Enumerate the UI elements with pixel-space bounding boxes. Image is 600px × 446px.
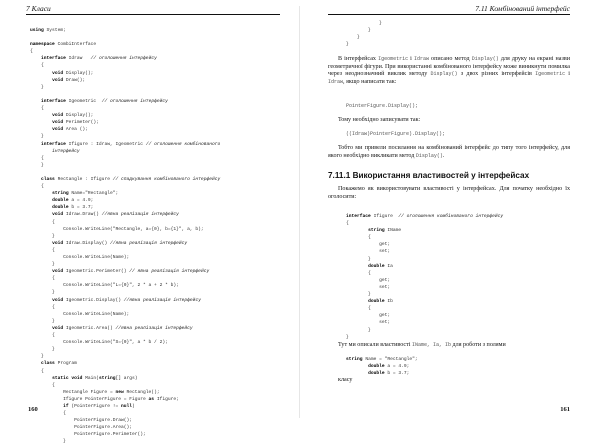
code-line (346, 256, 503, 263)
inline-code: Igeometric (378, 56, 409, 62)
code-keyword: double (52, 198, 72, 204)
code-line (346, 305, 503, 312)
code-inline-explicit-cast: ((Idraw)PointerFigure).Display(); (346, 131, 446, 137)
inline-code: Display() (430, 71, 458, 78)
code-line (30, 297, 220, 304)
code-text: b = 3.7; (387, 371, 410, 377)
code-text: Program (57, 361, 77, 367)
code-text: Name="Rectangle"; (71, 191, 119, 197)
code-comment: // оголошення інтерфейсу (101, 98, 168, 104)
code-text: { (30, 382, 55, 388)
code-line (30, 119, 220, 126)
code-keyword: double (368, 263, 388, 269)
code-keyword: class (41, 176, 58, 182)
code-text: } (346, 28, 371, 34)
code-line (30, 431, 220, 438)
code-line (30, 268, 220, 275)
code-text: set; (346, 284, 391, 290)
code-keyword: as (148, 396, 157, 402)
paragraph-display-ambiguity (328, 56, 570, 86)
code-text: { (346, 235, 371, 241)
code-text: IName (387, 228, 402, 234)
code-text (346, 371, 368, 376)
code-text: { (30, 276, 55, 282)
code-listing-combined-interface (30, 27, 220, 446)
code-text (346, 228, 368, 233)
code-line (346, 270, 503, 277)
code-line (30, 353, 220, 360)
code-line (30, 304, 220, 311)
code-keyword: static void (52, 375, 86, 381)
code-line (30, 211, 220, 218)
code-line (30, 70, 220, 77)
code-text: get; (346, 313, 391, 319)
code-text: Idraw.Display() (65, 240, 110, 246)
code-keyword: double (52, 205, 72, 211)
code-text (30, 99, 41, 104)
code-line (30, 233, 220, 240)
code-text: { (30, 219, 55, 225)
right-page (300, 0, 600, 424)
code-line (30, 275, 220, 282)
code-text: set; (346, 249, 391, 255)
code-listing-class-fields (346, 356, 418, 377)
code-comment: // оголошення інтерфейсу (90, 56, 157, 62)
code-text: Display(); (65, 113, 94, 119)
text-run: і (565, 71, 570, 78)
code-line (346, 41, 382, 48)
code-text: Ifigure PointerFigure = Figure (30, 396, 149, 402)
code-text: { (30, 247, 55, 253)
code-text: { (30, 63, 44, 69)
code-text: } (30, 162, 44, 168)
code-text (30, 298, 52, 303)
code-text (346, 299, 368, 304)
code-text: Ifigure : Idraw, Igeometric (68, 141, 146, 147)
code-text: Igeometric.Display() (65, 297, 124, 303)
code-text (30, 149, 52, 154)
code-comment: інтерфейсу (52, 148, 80, 154)
code-text (30, 78, 52, 83)
code-line (30, 162, 220, 169)
code-line (30, 396, 220, 403)
code-text (30, 56, 41, 61)
code-line (346, 312, 503, 319)
text-run: . (442, 152, 445, 159)
code-line (30, 112, 220, 119)
code-text: { (346, 306, 371, 312)
code-line (30, 382, 220, 389)
code-text: Console.WriteLine(Name); (30, 311, 130, 317)
code-keyword: if (63, 403, 72, 409)
code-text: } (346, 334, 349, 340)
code-text: ) (132, 403, 135, 409)
code-text: } (30, 84, 44, 90)
code-keyword: void (52, 269, 66, 275)
code-keyword: interface (41, 141, 69, 147)
code-keyword: void (52, 113, 66, 119)
code-text: { (346, 270, 371, 276)
code-keyword: using (30, 28, 47, 33)
code-keyword: new (115, 389, 127, 395)
code-text: a = 4.9; (71, 198, 94, 204)
code-line (30, 424, 220, 431)
code-keyword: interface (41, 98, 69, 104)
code-line (346, 27, 382, 34)
code-line (30, 27, 220, 34)
code-line (30, 332, 220, 339)
code-text: } (30, 354, 44, 360)
code-text: Ia (387, 263, 393, 269)
code-text (346, 364, 368, 369)
code-text (30, 177, 41, 182)
code-keyword: class (41, 361, 58, 367)
code-keyword: void (52, 240, 66, 246)
code-text: b = 3.7; (71, 205, 94, 211)
code-text: } (30, 134, 44, 140)
paragraph-class-word: класу (338, 377, 353, 383)
text-run: , якщо написати так: (343, 78, 397, 85)
code-line (30, 62, 220, 69)
code-text: } (346, 327, 371, 333)
code-line (30, 34, 220, 41)
inline-code: Display() (471, 56, 499, 62)
code-line (30, 169, 220, 176)
code-line (30, 417, 220, 424)
page-number-right: 161 (560, 406, 570, 413)
code-line (346, 34, 382, 41)
code-keyword: double (368, 364, 388, 370)
code-text: } (30, 439, 66, 445)
code-line (30, 219, 220, 226)
code-text: Ifigure; (156, 396, 179, 402)
code-line (30, 190, 220, 197)
text-run: для роботи з полями (451, 342, 506, 348)
code-text: a = 4.9; (387, 364, 410, 370)
code-line (30, 197, 220, 204)
code-text (30, 326, 52, 331)
code-line (346, 277, 503, 284)
code-keyword: string (368, 228, 388, 234)
code-text: { (30, 184, 44, 190)
code-text (30, 120, 52, 125)
code-comment: // явна реалізація інтерфейсу (129, 269, 210, 275)
code-text (30, 212, 52, 217)
code-text: Console.WriteLine(Name); (30, 255, 130, 260)
code-listing-interface-properties (346, 213, 503, 341)
text-run: з двох різних інтерфейсів (457, 71, 536, 78)
code-line (30, 77, 220, 84)
code-line (346, 213, 503, 220)
code-line (30, 261, 220, 268)
code-text (346, 264, 368, 269)
code-keyword: null (121, 403, 133, 409)
code-text: } (346, 292, 371, 298)
code-line (30, 48, 220, 55)
code-text: Console.WriteLine("L={0}", 2 * a + 2 * b); (30, 283, 179, 289)
code-line (30, 247, 220, 254)
code-text: Igeometric (68, 98, 102, 104)
code-keyword: namespace (30, 42, 58, 48)
code-line (30, 55, 220, 62)
text-run: Тобто ми привели посилання на комбінований інтерфейс до типу того інтерфейсу, для якого необхідно викликати метод (328, 145, 570, 159)
code-text: Igeometric.Perimeter() (65, 269, 130, 275)
text-run: і (408, 56, 414, 62)
code-line (346, 327, 503, 334)
code-comment: // оголошення комбінованого інтерфейсу (398, 214, 504, 219)
code-line (30, 318, 220, 325)
code-text: get; (346, 242, 391, 248)
header-rule-left (26, 14, 280, 15)
header-rule-right (328, 14, 570, 15)
code-line (346, 334, 503, 341)
code-text: get; (346, 277, 391, 283)
code-text (30, 205, 52, 210)
code-comment: //явна реалізація інтерфейсу (123, 297, 201, 303)
code-text: { (346, 221, 349, 227)
code-line (30, 240, 220, 247)
left-page (0, 0, 300, 445)
code-text: { (30, 106, 44, 112)
code-comment: // оголошення комбінованого (145, 141, 221, 147)
code-keyword: string (346, 357, 366, 362)
code-text: { (30, 304, 55, 310)
code-text (30, 361, 41, 366)
code-listing-closing-braces (346, 20, 382, 48)
code-line (346, 241, 503, 248)
code-line (30, 133, 220, 140)
code-line (346, 356, 418, 363)
code-text: Ib (387, 299, 393, 305)
code-text: } (346, 21, 382, 26)
code-keyword: string (52, 191, 72, 197)
code-line (30, 438, 220, 445)
code-line (30, 183, 220, 190)
code-line (30, 141, 220, 148)
code-comment: //явна реалізація інтерфейсу (109, 240, 188, 246)
code-text: { (30, 411, 66, 417)
code-line (30, 346, 220, 353)
code-line (30, 410, 220, 417)
code-line (346, 263, 503, 270)
code-keyword: void (52, 212, 66, 218)
code-text: Console.WriteLine("Rectangle, a={0}, b={1}", a, b); (30, 226, 204, 232)
code-text: (PointerFigure != (71, 403, 121, 409)
inline-code: IName, Ia, Ib (412, 342, 452, 348)
page-number-left: 160 (28, 406, 38, 413)
code-text (30, 127, 52, 132)
code-line (346, 227, 503, 234)
paragraph-cast-explanation (328, 145, 570, 160)
code-text (30, 191, 52, 196)
code-text: Rectangle Figure = (30, 389, 116, 395)
code-text (30, 113, 52, 118)
code-text: { (30, 155, 44, 161)
code-line (30, 254, 220, 261)
code-comment: //явна реалізація інтерфейсу (101, 212, 179, 218)
code-text: } (30, 290, 55, 296)
code-text: } (30, 347, 55, 353)
code-text: Area (); (65, 127, 88, 133)
code-text: Ifigure (373, 214, 399, 219)
code-line (346, 220, 503, 227)
paragraph-properties-fields (338, 342, 570, 350)
code-text: System; (46, 28, 66, 33)
code-keyword: double (368, 371, 388, 377)
text-run: Тут ми описали властивості (338, 342, 413, 348)
code-line (30, 176, 220, 183)
code-keyword: interface (41, 56, 69, 62)
code-line (30, 339, 220, 346)
code-text: Display(); (65, 70, 94, 76)
inline-code: Display() (415, 152, 443, 159)
inline-code: Idraw (413, 56, 429, 62)
code-line (30, 98, 220, 105)
inline-code: Idraw (328, 78, 344, 85)
code-text: Idraw (68, 56, 91, 62)
code-text: Draw(); (65, 77, 86, 83)
code-keyword: string (98, 375, 116, 381)
code-keyword: void (52, 127, 66, 133)
code-keyword: void (52, 120, 66, 126)
text-run: В інтерфейсах (338, 56, 379, 62)
code-line (30, 375, 220, 382)
code-text (30, 142, 41, 147)
running-header-right: 7.11 Комбінований інтерфейс (475, 4, 570, 13)
code-line (346, 284, 503, 291)
code-text (30, 376, 52, 381)
code-text: Main( (85, 375, 99, 381)
code-text: Idraw.Draw() (65, 212, 102, 218)
code-line (30, 148, 220, 155)
code-line (346, 319, 503, 326)
code-line (30, 126, 220, 133)
code-text: CombiInterface (57, 42, 97, 48)
paragraph-must-write: Тому необхідно записувати так: (338, 117, 421, 123)
text-run: описано метод (428, 56, 472, 62)
code-text (30, 71, 52, 76)
code-line (30, 105, 220, 112)
code-keyword: double (368, 299, 388, 305)
code-text (30, 198, 52, 203)
code-text: [] args) (115, 375, 138, 381)
code-line (30, 389, 220, 396)
code-text: PointerFigure.Area(); (30, 425, 132, 431)
code-text: PointerFigure.Draw(); (30, 418, 132, 424)
code-text (30, 269, 52, 274)
text-run: для друку на екрані назви геометричної фігури. При використанні комбінованого інтерфейсу може виникнути помилка через неоднозначний виклик методу (328, 56, 570, 78)
code-line (30, 41, 220, 48)
code-text: Rectangle : Ifigure (57, 176, 113, 182)
code-text: PointerFigure.Perimeter(); (30, 432, 146, 438)
code-line (346, 298, 503, 305)
code-line (30, 204, 220, 211)
code-line (30, 91, 220, 98)
code-line (30, 84, 220, 91)
code-line (30, 368, 220, 375)
code-text: } (346, 256, 371, 262)
code-text: { (30, 368, 44, 374)
code-text: } (346, 35, 360, 41)
code-text: Console.WriteLine("S={0}", a * b / 2); (30, 340, 168, 346)
code-keyword: void (52, 325, 66, 331)
code-line (30, 226, 220, 233)
code-keyword: void (52, 77, 66, 83)
paragraph-properties-intro: Покажемо як використовувати властивості у інтерфейсах. Для початку необхідно їх оголосити: (328, 186, 570, 200)
code-text (30, 241, 52, 246)
code-comment: // спадкування комбінованого інтерфейсу (112, 176, 221, 182)
code-line (346, 234, 503, 241)
code-text: } (30, 318, 55, 324)
code-line (346, 363, 418, 370)
code-keyword: void (52, 297, 66, 303)
code-line (30, 325, 220, 332)
code-line (346, 20, 382, 27)
code-text: set; (346, 320, 391, 326)
code-line (346, 248, 503, 255)
code-text: } (30, 262, 55, 268)
code-comment: //явна реалізація інтерфейсу (115, 325, 193, 331)
code-keyword: void (52, 70, 66, 76)
code-text: Name = "Rectangle"; (365, 357, 418, 362)
code-line (346, 291, 503, 298)
code-text: { (30, 49, 33, 55)
code-text: Perimeter(); (65, 120, 99, 126)
code-keyword: interface (346, 214, 374, 219)
code-text: Igeometric.Area() (65, 325, 116, 331)
code-text: } (346, 42, 349, 48)
running-header-left: 7 Класи (26, 4, 51, 13)
code-text: } (30, 233, 55, 239)
code-line (30, 311, 220, 318)
code-line (30, 360, 220, 367)
code-line (30, 289, 220, 296)
code-text: Rectangle(); (126, 389, 160, 395)
code-inline-ambiguous-call: PointerFigure.Display(); (346, 103, 419, 109)
inline-code: Igeometric (535, 71, 566, 78)
code-line (30, 403, 220, 410)
section-heading-properties: 7.11.1 Використання властивостей у інтерфейсах (328, 171, 530, 180)
code-line (30, 155, 220, 162)
code-line (30, 282, 220, 289)
code-text: { (30, 333, 55, 339)
